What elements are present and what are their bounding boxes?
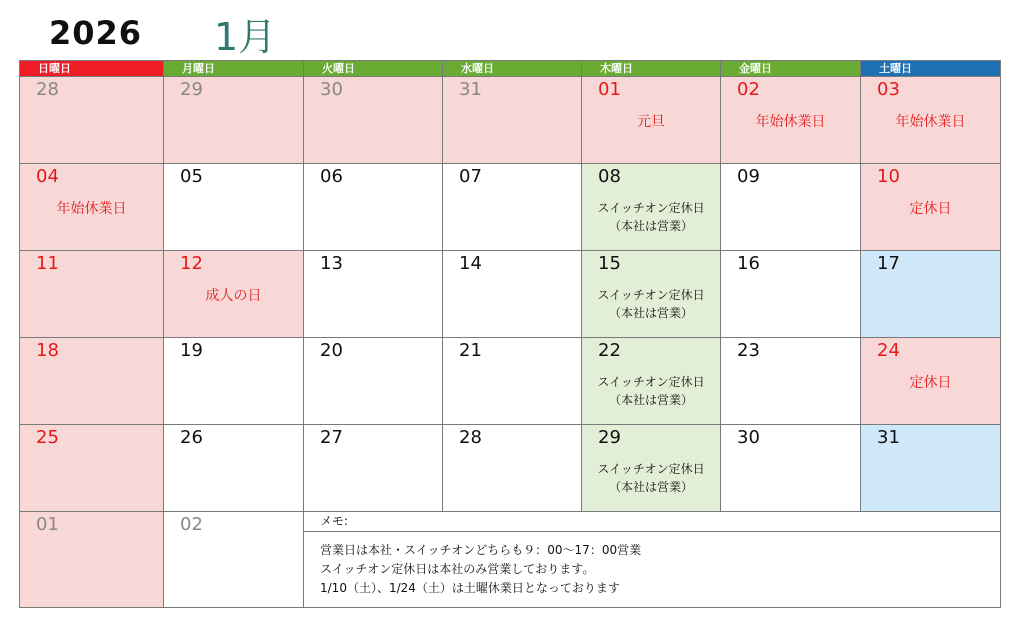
day-number: 07 <box>459 166 482 187</box>
memo-line: 1/10（土）、1/24（土）は土曜休業日となっております <box>320 581 620 595</box>
memo-line: スイッチオン定休日は本社のみ営業しております。 <box>320 562 595 576</box>
day-number: 03 <box>877 79 900 100</box>
year-label: 2026 <box>49 14 143 52</box>
day-number: 02 <box>737 79 760 100</box>
day-cell[interactable] <box>20 77 164 164</box>
day-number: 10 <box>877 166 900 187</box>
day-number: 20 <box>320 340 343 361</box>
day-cell[interactable] <box>443 77 582 164</box>
day-number: 01 <box>36 514 59 535</box>
week-row-2 <box>20 164 1001 251</box>
day-note: スイッチオン定休日 <box>597 201 705 215</box>
day-number: 11 <box>36 253 59 274</box>
weekday-header-thu: 木曜日 <box>582 61 721 77</box>
day-cell[interactable] <box>304 251 443 338</box>
month-label: 1月 <box>214 15 277 59</box>
day-number: 12 <box>180 253 203 274</box>
day-note-sub: （本社は営業） <box>608 393 693 407</box>
day-cell[interactable] <box>582 251 721 338</box>
day-note: スイッチオン定休日 <box>597 462 705 476</box>
day-cell[interactable] <box>443 251 582 338</box>
day-cell[interactable] <box>164 425 304 512</box>
day-cell[interactable] <box>861 77 1001 164</box>
day-number: 27 <box>320 427 343 448</box>
day-cell[interactable] <box>443 338 582 425</box>
day-cell[interactable] <box>20 251 164 338</box>
day-number: 29 <box>598 427 621 448</box>
weekday-header-fri: 金曜日 <box>721 61 861 77</box>
day-number: 29 <box>180 79 203 100</box>
day-cell[interactable] <box>304 77 443 164</box>
memo-box <box>304 512 1001 608</box>
day-cell[interactable] <box>443 164 582 251</box>
day-note: 年始休業日 <box>755 114 826 130</box>
weekday-header-wed: 水曜日 <box>443 61 582 77</box>
day-cell[interactable] <box>164 251 304 338</box>
memo-line: 営業日は本社・スイッチオンどちらも９：00～17：00営業 <box>320 543 642 557</box>
day-number: 15 <box>598 253 621 274</box>
day-cell[interactable] <box>861 164 1001 251</box>
day-number: 31 <box>877 427 900 448</box>
day-number: 19 <box>180 340 203 361</box>
day-number: 02 <box>180 514 203 535</box>
day-cell[interactable] <box>861 338 1001 425</box>
day-cell[interactable] <box>721 164 861 251</box>
day-cell[interactable] <box>164 77 304 164</box>
week-row-1 <box>20 77 1001 164</box>
day-number: 26 <box>180 427 203 448</box>
week-row-5 <box>20 425 1001 512</box>
day-cell[interactable] <box>721 338 861 425</box>
day-cell[interactable] <box>582 338 721 425</box>
weekday-header-sun: 日曜日 <box>20 61 164 77</box>
day-cell[interactable] <box>304 338 443 425</box>
day-number: 16 <box>737 253 760 274</box>
day-number: 05 <box>180 166 203 187</box>
day-cell[interactable] <box>861 251 1001 338</box>
day-number: 04 <box>36 166 59 187</box>
day-note-sub: （本社は営業） <box>608 306 693 320</box>
day-cell[interactable] <box>20 164 164 251</box>
day-cell[interactable] <box>20 338 164 425</box>
day-cell[interactable] <box>20 512 164 608</box>
weekday-header-sat: 土曜日 <box>861 61 1001 77</box>
day-cell[interactable] <box>164 512 304 608</box>
day-number: 13 <box>320 253 343 274</box>
day-cell[interactable] <box>861 425 1001 512</box>
day-cell[interactable] <box>304 164 443 251</box>
day-number: 25 <box>36 427 59 448</box>
day-cell[interactable] <box>164 338 304 425</box>
day-note-sub: （本社は営業） <box>608 480 693 494</box>
weekday-header-mon: 月曜日 <box>164 61 304 77</box>
calendar-grid <box>19 60 1001 608</box>
day-number: 18 <box>36 340 59 361</box>
memo-text <box>304 532 1000 598</box>
weekday-header-tue: 火曜日 <box>304 61 443 77</box>
day-note: 年始休業日 <box>56 201 127 217</box>
memo-label: メモ: <box>304 512 1000 532</box>
day-note: 成人の日 <box>205 288 262 304</box>
day-cell[interactable] <box>20 425 164 512</box>
day-cell[interactable] <box>443 425 582 512</box>
day-number: 01 <box>598 79 621 100</box>
day-number: 31 <box>459 79 482 100</box>
day-cell[interactable] <box>304 425 443 512</box>
day-number: 09 <box>737 166 760 187</box>
day-number: 22 <box>598 340 621 361</box>
day-number: 30 <box>320 79 343 100</box>
day-number: 28 <box>36 79 59 100</box>
day-number: 24 <box>877 340 900 361</box>
week-row-6 <box>20 512 1001 608</box>
day-cell[interactable] <box>721 425 861 512</box>
day-cell[interactable] <box>582 425 721 512</box>
day-note: スイッチオン定休日 <box>597 375 705 389</box>
day-number: 14 <box>459 253 482 274</box>
day-note-sub: （本社は営業） <box>608 219 693 233</box>
day-cell[interactable] <box>721 251 861 338</box>
day-cell[interactable] <box>582 77 721 164</box>
week-row-3 <box>20 251 1001 338</box>
week-row-4 <box>20 338 1001 425</box>
day-cell[interactable] <box>721 77 861 164</box>
day-note: スイッチオン定休日 <box>597 288 705 302</box>
day-note: 年始休業日 <box>895 114 966 130</box>
day-number: 08 <box>598 166 621 187</box>
day-number: 28 <box>459 427 482 448</box>
day-number: 23 <box>737 340 760 361</box>
day-number: 17 <box>877 253 900 274</box>
day-note: 元旦 <box>637 114 665 130</box>
weekday-header-row <box>20 61 1001 77</box>
day-number: 21 <box>459 340 482 361</box>
day-note: 定休日 <box>909 375 952 391</box>
day-note: 定休日 <box>909 201 952 217</box>
day-cell[interactable] <box>582 164 721 251</box>
day-cell[interactable] <box>164 164 304 251</box>
day-number: 30 <box>737 427 760 448</box>
day-number: 06 <box>320 166 343 187</box>
